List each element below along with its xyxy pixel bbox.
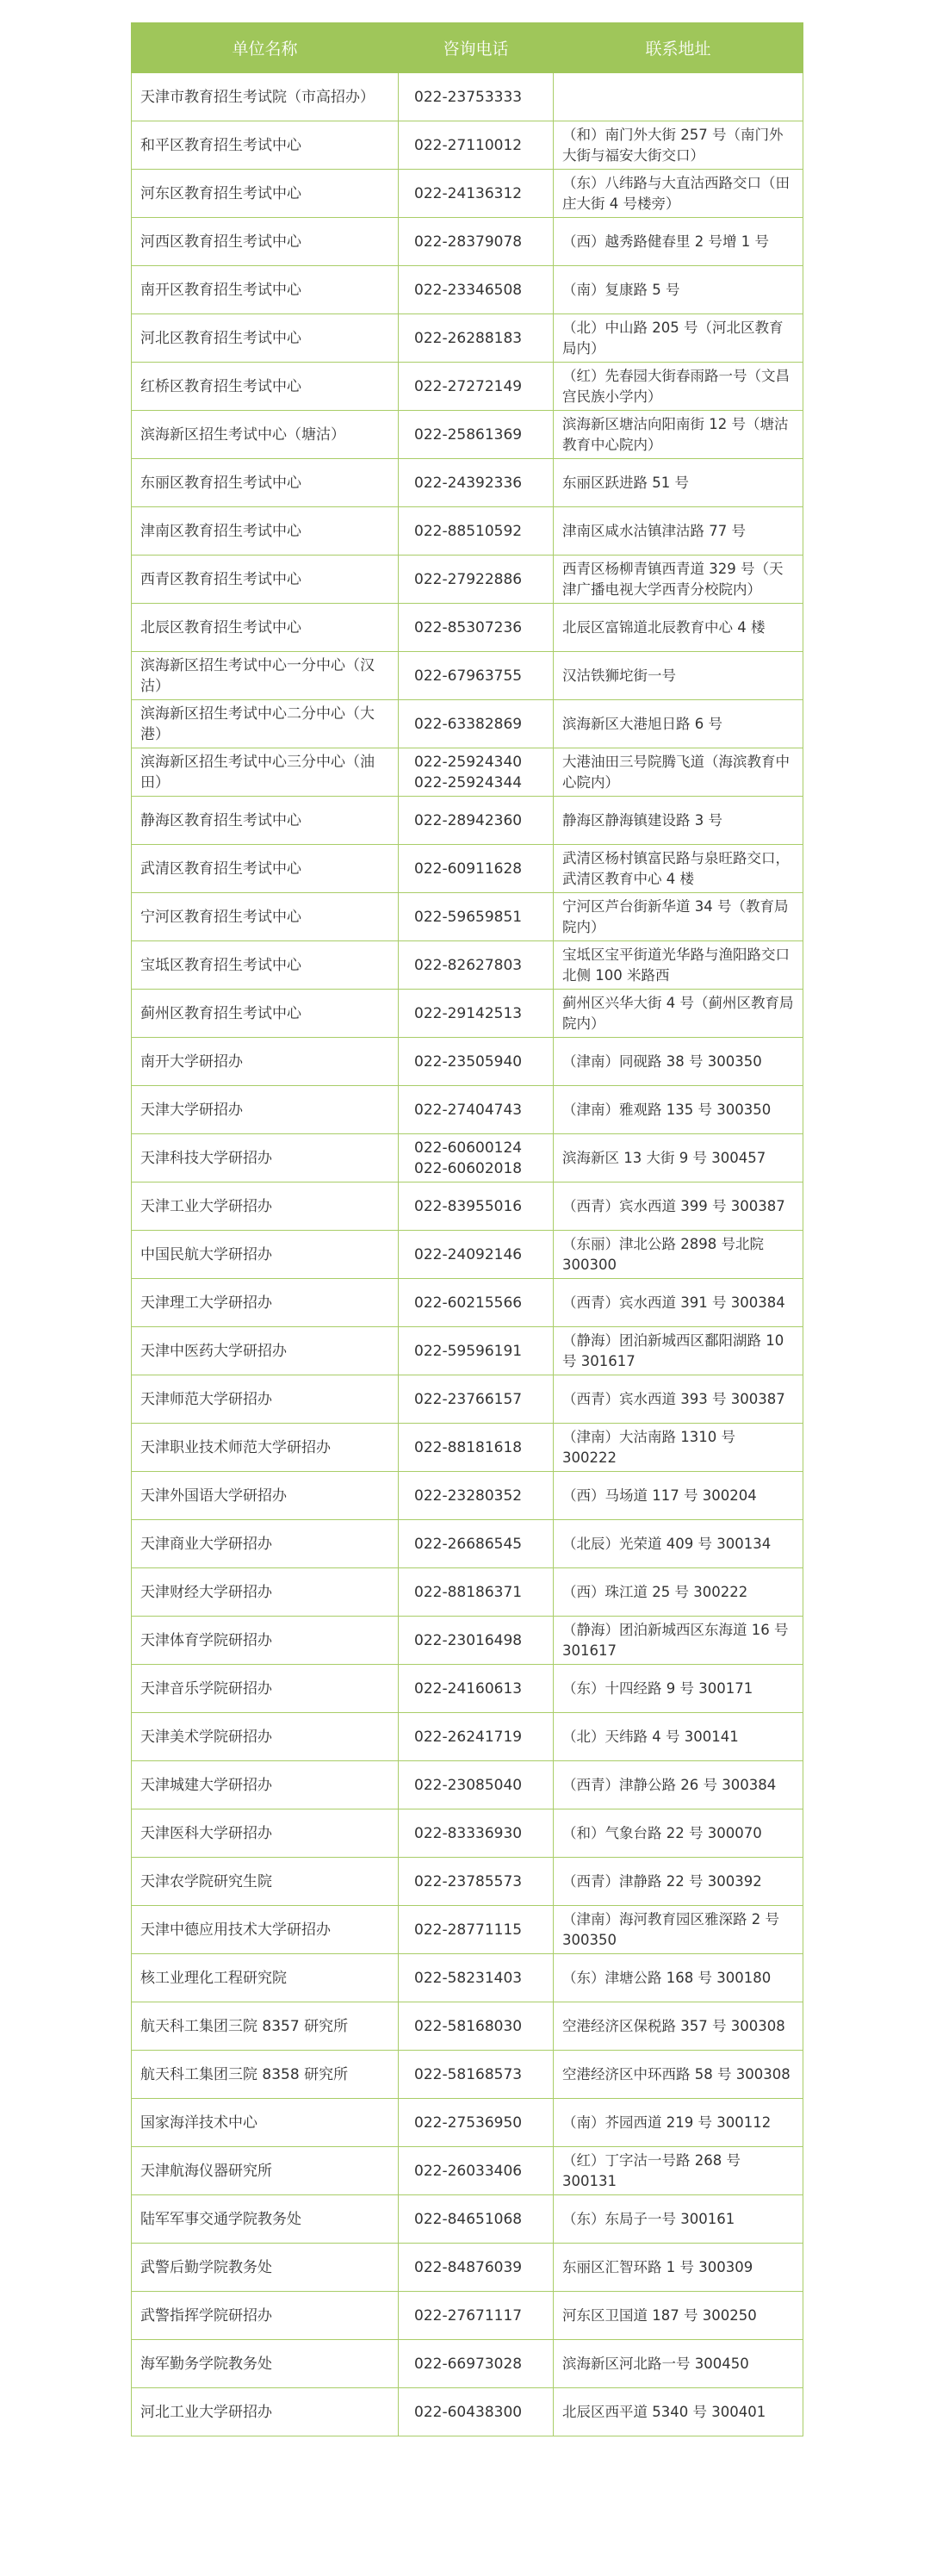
address-cell: 滨海新区河北路一号 300450: [554, 2340, 803, 2388]
address-cell: （东）八纬路与大直沽西路交口（田庄大街 4 号楼旁）: [554, 170, 803, 218]
table-row: [132, 1665, 803, 1713]
table-row: [132, 556, 803, 604]
phone-cell: [399, 1954, 554, 2002]
phone-cell: [399, 1086, 554, 1134]
phone-number: 022-60911628: [414, 860, 523, 878]
unit-name-cell: 天津医科大学研招办: [132, 1809, 399, 1858]
table-row: [132, 2388, 803, 2436]
address-cell: （西青）宾水西道 391 号 300384: [554, 1279, 803, 1327]
table-row: [132, 2002, 803, 2051]
unit-name-cell: 中国民航大学研招办: [132, 1231, 399, 1279]
phone-cell: [399, 2195, 554, 2244]
address-cell: （北辰）光荣道 409 号 300134: [554, 1520, 803, 1568]
phone-cell: [399, 941, 554, 990]
table-row: [132, 2195, 803, 2244]
address-cell: （西青）津静路 22 号 300392: [554, 1858, 803, 1906]
address-cell: （津南）雅观路 135 号 300350: [554, 1086, 803, 1134]
phone-cell: [399, 121, 554, 170]
phone-number: 022-27922886: [414, 570, 523, 588]
address-cell: 滨海新区 13 大街 9 号 300457: [554, 1134, 803, 1182]
unit-name-cell: 天津中医药大学研招办: [132, 1327, 399, 1375]
unit-name-cell: 南开区教育招生考试中心: [132, 266, 399, 314]
address-cell: 北辰区富锦道北辰教育中心 4 楼: [554, 604, 803, 652]
unit-name-cell: 武警后勤学院教务处: [132, 2244, 399, 2292]
unit-name-cell: 天津财经大学研招办: [132, 1568, 399, 1617]
unit-name-cell: 天津农学院研究生院: [132, 1858, 399, 1906]
phone-number: 022-23766157: [414, 1390, 523, 1408]
phone-cell: [399, 1375, 554, 1424]
phone-cell: [399, 2340, 554, 2388]
table-row: [132, 1134, 803, 1182]
address-cell: （南）复康路 5 号: [554, 266, 803, 314]
phone-number: 022-26686545: [414, 1535, 523, 1553]
address-cell: （西）越秀路健春里 2 号增 1 号: [554, 218, 803, 266]
unit-name-cell: 天津中德应用技术大学研招办: [132, 1906, 399, 1954]
address-cell: （东）十四经路 9 号 300171: [554, 1665, 803, 1713]
unit-name-cell: 海军勤务学院教务处: [132, 2340, 399, 2388]
table-header: [132, 23, 803, 73]
address-cell: （静海）团泊新城西区东海道 16 号 301617: [554, 1617, 803, 1665]
unit-name-cell: 和平区教育招生考试中心: [132, 121, 399, 170]
phone-cell: [399, 2002, 554, 2051]
unit-name-cell: 西青区教育招生考试中心: [132, 556, 399, 604]
table-row: [132, 2099, 803, 2147]
address-cell: （南）芥园西道 219 号 300112: [554, 2099, 803, 2147]
address-cell: （北）中山路 205 号（河北区教育局内）: [554, 314, 803, 363]
unit-name-cell: 核工业理化工程研究院: [132, 1954, 399, 2002]
table-row: [132, 459, 803, 507]
address-cell: 西青区杨柳青镇西青道 329 号（天津广播电视大学西青分校院内）: [554, 556, 803, 604]
phone-number: 022-27671117: [414, 2306, 523, 2325]
phone-number: 022-25924344: [414, 773, 523, 791]
phone-cell: [399, 893, 554, 941]
phone-number: 022-83336930: [414, 1824, 523, 1842]
unit-name-cell: 天津美术学院研招办: [132, 1713, 399, 1761]
address-cell: （西）珠江道 25 号 300222: [554, 1568, 803, 1617]
unit-name-cell: 滨海新区招生考试中心三分中心（油田）: [132, 748, 399, 797]
address-cell: （西青）宾水西道 393 号 300387: [554, 1375, 803, 1424]
address-cell: （津南）大沽南路 1310 号 300222: [554, 1424, 803, 1472]
table-row: [132, 604, 803, 652]
address-cell: （津南）同砚路 38 号 300350: [554, 1038, 803, 1086]
phone-cell: [399, 2388, 554, 2436]
phone-cell: [399, 2099, 554, 2147]
phone-cell: [399, 266, 554, 314]
table-row: [132, 1954, 803, 2002]
table-row: [132, 1809, 803, 1858]
phone-number: 022-58168030: [414, 2017, 523, 2035]
table-row: [132, 748, 803, 797]
unit-name-cell: 滨海新区招生考试中心（塘沽）: [132, 411, 399, 459]
address-cell: （东）津塘公路 168 号 300180: [554, 1954, 803, 2002]
phone-cell: [399, 604, 554, 652]
phone-number: 022-23505940: [414, 1052, 523, 1071]
phone-number: 022-84876039: [414, 2258, 523, 2276]
table-row: [132, 1375, 803, 1424]
phone-cell: [399, 1906, 554, 1954]
address-cell: 蓟州区兴华大街 4 号（蓟州区教育局院内）: [554, 990, 803, 1038]
address-cell: [554, 73, 803, 121]
phone-number: 022-24092146: [414, 1245, 523, 1263]
phone-cell: [399, 73, 554, 121]
phone-number: 022-23280352: [414, 1487, 523, 1505]
unit-name-cell: 武清区教育招生考试中心: [132, 845, 399, 893]
table-row: [132, 2340, 803, 2388]
phone-cell: [399, 170, 554, 218]
address-cell: 河东区卫国道 187 号 300250: [554, 2292, 803, 2340]
phone-number: 022-85307236: [414, 618, 523, 636]
address-cell: 宝坻区宝平街道光华路与渔阳路交口北侧 100 米路西: [554, 941, 803, 990]
unit-name-cell: 天津理工大学研招办: [132, 1279, 399, 1327]
phone-number: 022-59596191: [414, 1342, 523, 1360]
phone-number: 022-24136312: [414, 184, 523, 202]
address-cell: 北辰区西平道 5340 号 300401: [554, 2388, 803, 2436]
phone-cell: [399, 748, 554, 797]
table-row: [132, 893, 803, 941]
unit-name-cell: 天津大学研招办: [132, 1086, 399, 1134]
table-row: [132, 266, 803, 314]
table-row: [132, 1327, 803, 1375]
table-row: [132, 652, 803, 700]
address-cell: 东丽区跃进路 51 号: [554, 459, 803, 507]
unit-name-cell: 天津体育学院研招办: [132, 1617, 399, 1665]
table-row: [132, 121, 803, 170]
phone-number: 022-82627803: [414, 956, 523, 974]
table-row: [132, 1858, 803, 1906]
address-cell: （东丽）津北公路 2898 号北院 300300: [554, 1231, 803, 1279]
phone-cell: [399, 363, 554, 411]
address-cell: 空港经济区中环西路 58 号 300308: [554, 2051, 803, 2099]
phone-cell: [399, 1520, 554, 1568]
address-cell: （西青）津静公路 26 号 300384: [554, 1761, 803, 1809]
table-row: [132, 1182, 803, 1231]
table-row: [132, 73, 803, 121]
address-cell: 滨海新区大港旭日路 6 号: [554, 700, 803, 748]
phone-cell: [399, 652, 554, 700]
phone-number: 022-58231403: [414, 1969, 523, 1987]
contact-table: [131, 22, 803, 2436]
phone-number: 022-63382869: [414, 715, 523, 733]
phone-cell: [399, 1231, 554, 1279]
phone-cell: [399, 1472, 554, 1520]
unit-name-cell: 津南区教育招生考试中心: [132, 507, 399, 556]
table-row: [132, 1906, 803, 1954]
phone-cell: [399, 556, 554, 604]
unit-name-cell: 天津师范大学研招办: [132, 1375, 399, 1424]
phone-number: 022-58168573: [414, 2065, 523, 2083]
phone-cell: [399, 2292, 554, 2340]
address-cell: （西）马场道 117 号 300204: [554, 1472, 803, 1520]
unit-name-cell: 天津航海仪器研究所: [132, 2147, 399, 2195]
phone-number: 022-23753333: [414, 88, 523, 106]
address-cell: （和）气象台路 22 号 300070: [554, 1809, 803, 1858]
phone-cell: [399, 1713, 554, 1761]
phone-cell: [399, 1279, 554, 1327]
unit-name-cell: 航天科工集团三院 8357 研究所: [132, 2002, 399, 2051]
phone-number: 022-84651068: [414, 2210, 523, 2228]
phone-cell: [399, 1568, 554, 1617]
phone-number: 022-23785573: [414, 1872, 523, 1890]
phone-number: 022-26241719: [414, 1728, 523, 1746]
header-unit-name: 单位名称: [132, 23, 399, 73]
phone-cell: [399, 1761, 554, 1809]
table-row: [132, 1568, 803, 1617]
phone-number: 022-23346508: [414, 281, 523, 299]
phone-number: 022-26288183: [414, 329, 523, 347]
address-cell: （北）天纬路 4 号 300141: [554, 1713, 803, 1761]
phone-cell: [399, 1617, 554, 1665]
table-row: [132, 990, 803, 1038]
phone-number: 022-27536950: [414, 2114, 523, 2132]
phone-number: 022-60215566: [414, 1294, 523, 1312]
unit-name-cell: 宁河区教育招生考试中心: [132, 893, 399, 941]
unit-name-cell: 武警指挥学院研招办: [132, 2292, 399, 2340]
table-row: [132, 507, 803, 556]
table-row: [132, 1472, 803, 1520]
table-row: [132, 1520, 803, 1568]
phone-cell: [399, 411, 554, 459]
unit-name-cell: 滨海新区招生考试中心一分中心（汉沽）: [132, 652, 399, 700]
unit-name-cell: 河东区教育招生考试中心: [132, 170, 399, 218]
address-cell: 大港油田三号院腾飞道（海滨教育中心院内）: [554, 748, 803, 797]
phone-number: 022-26033406: [414, 2162, 523, 2180]
phone-cell: [399, 1809, 554, 1858]
phone-cell: [399, 1858, 554, 1906]
phone-cell: [399, 1327, 554, 1375]
header-phone: 咨询电话: [399, 23, 554, 73]
phone-number: 022-28942360: [414, 811, 523, 829]
phone-cell: [399, 2147, 554, 2195]
table-row: [132, 1086, 803, 1134]
unit-name-cell: 天津外国语大学研招办: [132, 1472, 399, 1520]
address-cell: （东）东局子一号 300161: [554, 2195, 803, 2244]
address-cell: 武清区杨村镇富民路与泉旺路交口，武清区教育中心 4 楼: [554, 845, 803, 893]
phone-cell: [399, 218, 554, 266]
unit-name-cell: 天津科技大学研招办: [132, 1134, 399, 1182]
phone-number: 022-28771115: [414, 1921, 523, 1939]
phone-cell: [399, 2051, 554, 2099]
phone-cell: [399, 1134, 554, 1182]
table-row: [132, 941, 803, 990]
table-row: [132, 700, 803, 748]
phone-cell: [399, 990, 554, 1038]
unit-name-cell: 天津音乐学院研招办: [132, 1665, 399, 1713]
unit-name-cell: 静海区教育招生考试中心: [132, 797, 399, 845]
table-row: [132, 2244, 803, 2292]
phone-number: 022-25861369: [414, 425, 523, 444]
address-cell: 宁河区芦台街新华道 34 号（教育局院内）: [554, 893, 803, 941]
table-row: [132, 1617, 803, 1665]
table-row: [132, 314, 803, 363]
phone-cell: [399, 1424, 554, 1472]
phone-cell: [399, 1038, 554, 1086]
table-row: [132, 2292, 803, 2340]
unit-name-cell: 河北工业大学研招办: [132, 2388, 399, 2436]
unit-name-cell: 国家海洋技术中心: [132, 2099, 399, 2147]
table-row: [132, 2051, 803, 2099]
phone-number: 022-27404743: [414, 1101, 523, 1119]
phone-number: 022-67963755: [414, 667, 523, 685]
unit-name-cell: 天津职业技术师范大学研招办: [132, 1424, 399, 1472]
address-cell: 滨海新区塘沽向阳南街 12 号（塘沽教育中心院内）: [554, 411, 803, 459]
unit-name-cell: 天津市教育招生考试院（市高招办）: [132, 73, 399, 121]
phone-number: 022-27110012: [414, 136, 523, 154]
phone-cell: [399, 459, 554, 507]
table-row: [132, 1038, 803, 1086]
address-cell: 静海区静海镇建设路 3 号: [554, 797, 803, 845]
unit-name-cell: 蓟州区教育招生考试中心: [132, 990, 399, 1038]
table-row: [132, 218, 803, 266]
unit-name-cell: 东丽区教育招生考试中心: [132, 459, 399, 507]
phone-number: 022-60602018: [414, 1159, 523, 1177]
table-row: [132, 1231, 803, 1279]
header-row: [132, 23, 803, 73]
header-address: 联系地址: [554, 23, 803, 73]
address-cell: （红）先春园大街春雨路一号（文昌宫民族小学内）: [554, 363, 803, 411]
address-cell: 汉沽铁狮坨街一号: [554, 652, 803, 700]
unit-name-cell: 河西区教育招生考试中心: [132, 218, 399, 266]
unit-name-cell: 宝坻区教育招生考试中心: [132, 941, 399, 990]
phone-number: 022-24392336: [414, 474, 523, 492]
phone-number: 022-25924340: [414, 753, 523, 771]
phone-cell: [399, 2244, 554, 2292]
table-body: [132, 73, 803, 2436]
address-cell: 津南区咸水沽镇津沽路 77 号: [554, 507, 803, 556]
address-cell: 空港经济区保税路 357 号 300308: [554, 2002, 803, 2051]
phone-number: 022-88510592: [414, 522, 523, 540]
phone-cell: [399, 314, 554, 363]
phone-number: 022-88186371: [414, 1583, 523, 1601]
unit-name-cell: 河北区教育招生考试中心: [132, 314, 399, 363]
address-cell: （津南）海河教育园区雅深路 2 号 300350: [554, 1906, 803, 1954]
phone-number: 022-83955016: [414, 1197, 523, 1215]
table-row: [132, 845, 803, 893]
unit-name-cell: 陆军军事交通学院教务处: [132, 2195, 399, 2244]
table-row: [132, 363, 803, 411]
phone-cell: [399, 845, 554, 893]
phone-number: 022-29142513: [414, 1004, 523, 1022]
address-cell: （红）丁字沽一号路 268 号 300131: [554, 2147, 803, 2195]
unit-name-cell: 北辰区教育招生考试中心: [132, 604, 399, 652]
table-row: [132, 1279, 803, 1327]
table-row: [132, 170, 803, 218]
phone-number: 022-23016498: [414, 1631, 523, 1649]
table-row: [132, 1761, 803, 1809]
phone-number: 022-24160613: [414, 1679, 523, 1698]
unit-name-cell: 航天科工集团三院 8358 研究所: [132, 2051, 399, 2099]
address-cell: （静海）团泊新城西区鄱阳湖路 10 号 301617: [554, 1327, 803, 1375]
address-cell: （和）南门外大街 257 号（南门外大街与福安大街交口）: [554, 121, 803, 170]
phone-number: 022-60438300: [414, 2403, 523, 2421]
phone-cell: [399, 700, 554, 748]
phone-number: 022-66973028: [414, 2355, 523, 2373]
phone-cell: [399, 1182, 554, 1231]
unit-name-cell: 天津城建大学研招办: [132, 1761, 399, 1809]
phone-number: 022-28379078: [414, 233, 523, 251]
unit-name-cell: 南开大学研招办: [132, 1038, 399, 1086]
phone-number: 022-60600124: [414, 1139, 523, 1157]
phone-cell: [399, 507, 554, 556]
unit-name-cell: 滨海新区招生考试中心二分中心（大港）: [132, 700, 399, 748]
phone-number: 022-27272149: [414, 377, 523, 395]
table-row: [132, 1424, 803, 1472]
phone-number: 022-59659851: [414, 908, 523, 926]
phone-cell: [399, 1665, 554, 1713]
unit-name-cell: 天津商业大学研招办: [132, 1520, 399, 1568]
contact-table-wrapper: [131, 22, 803, 2436]
address-cell: （西青）宾水西道 399 号 300387: [554, 1182, 803, 1231]
table-row: [132, 1713, 803, 1761]
table-row: [132, 797, 803, 845]
table-row: [132, 411, 803, 459]
address-cell: 东丽区汇智环路 1 号 300309: [554, 2244, 803, 2292]
unit-name-cell: 天津工业大学研招办: [132, 1182, 399, 1231]
unit-name-cell: 红桥区教育招生考试中心: [132, 363, 399, 411]
phone-number: 022-23085040: [414, 1776, 523, 1794]
phone-number: 022-88181618: [414, 1438, 523, 1456]
table-row: [132, 2147, 803, 2195]
phone-cell: [399, 797, 554, 845]
